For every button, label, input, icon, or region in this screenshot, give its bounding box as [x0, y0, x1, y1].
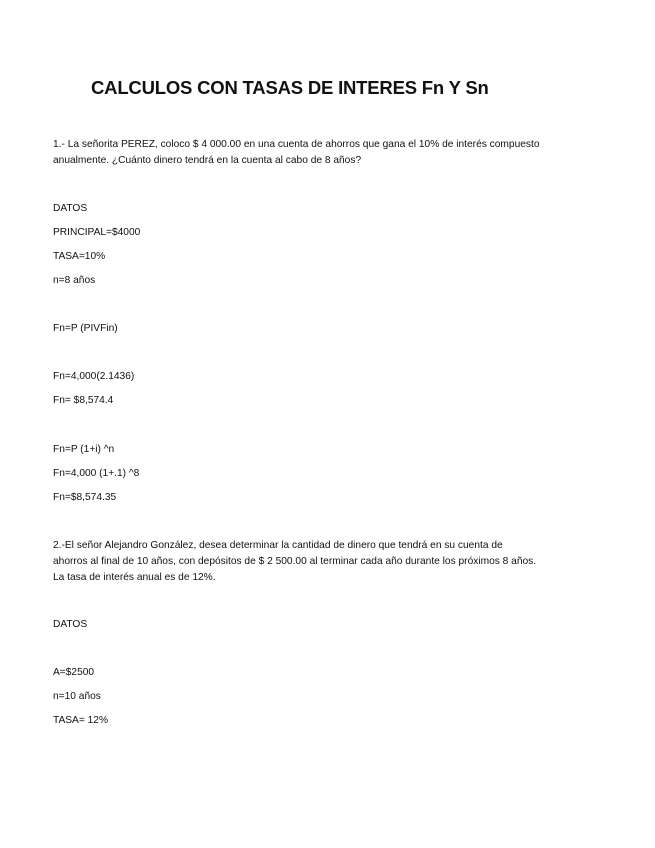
problem-1-formula: Fn=P (PIVFin)	[53, 323, 118, 334]
problem-2-statement-line: ahorros al final de 10 años, con depósitos de $ 2 500.00 al terminar cada año durante los próximos 8 años.	[53, 556, 537, 567]
problem-1-periods: n=8 años	[53, 275, 96, 286]
problem-2-tasa: TASA= 12%	[53, 715, 109, 726]
problem-1-tasa: TASA=10%	[53, 251, 106, 262]
problem-2-statement	[53, 538, 573, 586]
document-title: CALCULOS CON TASAS DE INTERES Fn Y Sn	[91, 77, 489, 98]
problem-1-principal: PRINCIPAL=$4000	[53, 227, 141, 238]
problem-2-datos-label: DATOS	[53, 619, 88, 630]
problem-2-statement-line: 2.-El señor Alejandro González, desea determinar la cantidad de dinero que tendrá en su cuenta de	[53, 540, 503, 551]
problem-1-calc-line: Fn=4,000 (1+.1) ^8	[53, 468, 140, 479]
problem-1-statement-line: anualmente. ¿Cuánto dinero tendrá en la cuenta al cabo de 8 años?	[53, 155, 362, 166]
problem-1-calc-result: Fn= $8,574.4	[53, 395, 114, 406]
problem-2-statement-line: La tasa de interés anual es de 12%.	[53, 572, 216, 583]
problem-1-calc-line: Fn=4,000(2.1436)	[53, 371, 135, 382]
problem-1-statement-line: 1.- La señorita PEREZ, coloco $ 4 000.00 en una cuenta de ahorros que gana el 10% de interés compuesto	[53, 139, 540, 150]
problem-1-formula-alt: Fn=P (1+i) ^n	[53, 444, 115, 455]
problem-2-periods: n=10 años	[53, 691, 101, 702]
problem-1-datos-label: DATOS	[53, 203, 88, 214]
problem-1-calc-result: Fn=$8,574.35	[53, 492, 117, 503]
problem-2-annuity: A=$2500	[53, 667, 95, 678]
problem-1-statement	[53, 137, 573, 169]
